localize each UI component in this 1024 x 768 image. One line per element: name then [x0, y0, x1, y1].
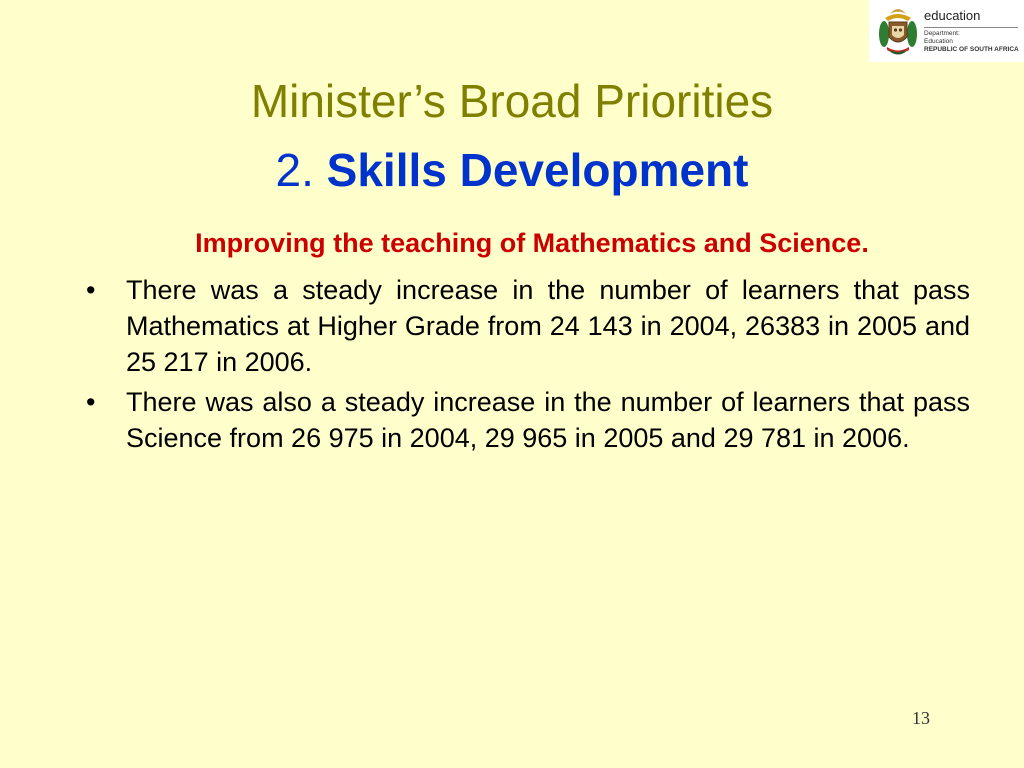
subtitle-number: 2.: [275, 144, 327, 196]
department-logo: [869, 0, 1024, 62]
bullet-marker: •: [86, 275, 96, 305]
bullet-text: There was a steady increase in the number of learners that pass Mathematics at Higher Grade from 24 143 in 2004, 26383 in 2005 and 25 217 in 2006.: [126, 275, 970, 377]
slide-subtitle: [0, 142, 1024, 198]
bullet-list: [86, 272, 970, 460]
coat-of-arms-icon: [877, 4, 919, 58]
bullet-item-mathematics: [86, 272, 970, 380]
subtitle-emphasis: Skills Development: [326, 144, 749, 196]
slide-title: Minister’s Broad Priorities: [250, 75, 774, 127]
logo-country: REPUBLIC OF SOUTH AFRICA: [924, 46, 1019, 53]
logo-department-name: Education: [924, 38, 953, 45]
bullet-item-science: [86, 384, 970, 456]
bullet-text: There was also a steady increase in the number of learners that pass Science from 26 975 in 2004, 29 965 in 2005 and 29 781 in 2006.: [126, 387, 970, 453]
page-number: 13: [912, 708, 930, 728]
bullet-marker: •: [86, 387, 96, 417]
section-heading: Improving the teaching of Mathematics and Science.: [195, 228, 869, 258]
logo-department-label: Department:: [924, 30, 960, 37]
logo-divider: [924, 27, 1018, 28]
logo-title: education: [924, 8, 981, 23]
